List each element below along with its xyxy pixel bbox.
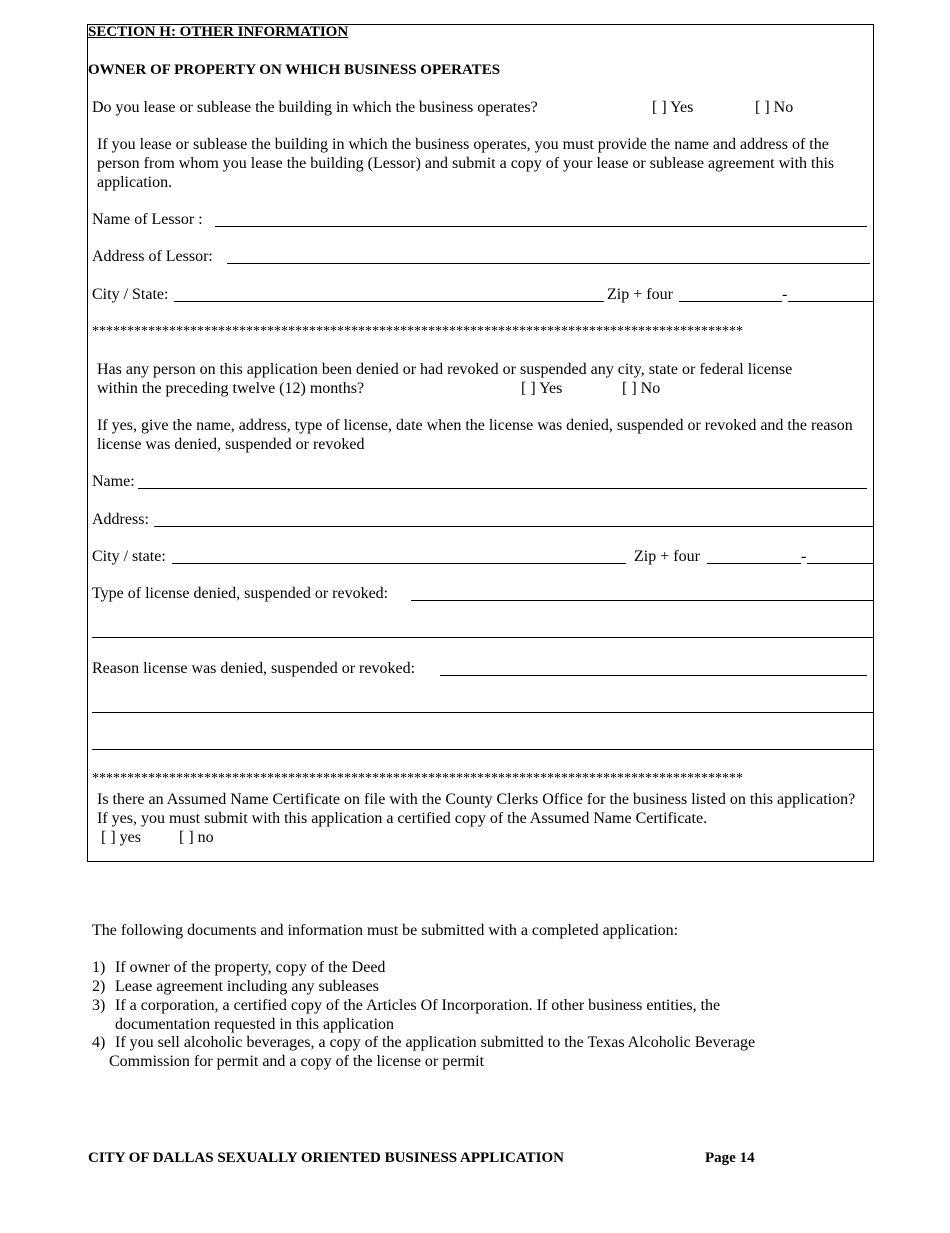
assumed-name-question: Is there an Assumed Name Certificate on file with the County Clerks Office for the business listed on this application? If yes, you must submit with this application a certified copy of the Assumed Name Certificate. xyxy=(97,791,856,827)
denied-zip-ext-field[interactable] xyxy=(807,563,873,564)
denied-question-line1: Has any person on this application been denied or had revoked or suspended any city, state or federal license xyxy=(97,361,793,378)
lessor-zip-label: Zip + four xyxy=(607,286,673,303)
license-type-label: Type of license denied, suspended or revoked: xyxy=(92,585,389,602)
denied-name-label: Name: xyxy=(92,473,135,490)
page-number: Page 14 xyxy=(705,1150,755,1166)
denied-city-label: City / state: xyxy=(92,548,166,565)
denied-city-field[interactable] xyxy=(172,563,626,564)
document-number: 3) xyxy=(92,997,106,1014)
lessor-address-label: Address of Lessor: xyxy=(92,248,213,265)
lease-question: Do you lease or sublease the building in which the business operates? xyxy=(92,99,538,116)
separator-2: ********************************************************************************************* xyxy=(92,771,743,786)
document-number: 2) xyxy=(92,978,106,995)
section-title: SECTION H: OTHER INFORMATION xyxy=(88,24,349,40)
denied-question-line2: within the preceding twelve (12) months? xyxy=(97,380,365,397)
denied-no-checkbox[interactable]: [ ] No xyxy=(622,380,661,397)
reason-field-line2[interactable] xyxy=(92,712,873,713)
reason-label: Reason license was denied, suspended or revoked: xyxy=(92,660,416,677)
document-item: If a corporation, a certified copy of the Articles Of Incorporation. If other business entities, the xyxy=(115,997,721,1014)
lease-paragraph: If you lease or sublease the building in which the business operates, you must provide the name and address of the person from whom you lease the building (Lessor) and submit a copy of your lease or sublease agreement with this application. xyxy=(97,136,835,191)
denied-zip-field[interactable] xyxy=(707,563,801,564)
denied-yes-checkbox[interactable]: [ ] Yes xyxy=(521,380,563,397)
document-number: 1) xyxy=(92,959,106,976)
separator: ********************************************************************************************* xyxy=(92,324,743,339)
document-number: 4) xyxy=(92,1034,106,1051)
document-item: Lease agreement including any subleases xyxy=(115,978,379,995)
document-item: If you sell alcoholic beverages, a copy of the application submitted to the Texas Alcoholic Beverage xyxy=(115,1034,756,1051)
documents-intro: The following documents and information must be submitted with a completed application: xyxy=(92,922,679,939)
assumed-no-checkbox[interactable]: [ ] no xyxy=(179,829,214,846)
denied-zip-label: Zip + four xyxy=(634,548,700,565)
lessor-city-field[interactable] xyxy=(174,301,604,302)
lessor-zip-ext-field[interactable] xyxy=(788,301,873,302)
denied-zip-dash: - xyxy=(801,548,807,565)
document-item-cont: Commission for permit and a copy of the license or permit xyxy=(109,1053,485,1070)
lessor-zip-dash: - xyxy=(782,286,788,303)
lease-no-checkbox[interactable]: [ ] No xyxy=(755,99,794,116)
denied-paragraph: If yes, give the name, address, type of license, date when the license was denied, suspended or revoked and the reason license was denied, suspended or revoked xyxy=(97,417,853,453)
license-type-field-line2[interactable] xyxy=(92,637,873,638)
reason-field-line3[interactable] xyxy=(92,749,873,750)
document-item: If owner of the property, copy of the Deed xyxy=(115,959,386,976)
denied-name-field[interactable] xyxy=(138,488,867,489)
assumed-yes-checkbox[interactable]: [ ] yes xyxy=(101,829,141,846)
lessor-name-field[interactable] xyxy=(215,226,867,227)
denied-address-field[interactable] xyxy=(154,526,873,527)
denied-address-label: Address: xyxy=(92,511,149,528)
lessor-address-field[interactable] xyxy=(227,263,870,264)
license-type-field[interactable] xyxy=(411,600,873,601)
document-item-cont: documentation requested in this application xyxy=(115,1016,395,1033)
lessor-city-label: City / State: xyxy=(92,286,169,303)
reason-field[interactable] xyxy=(440,675,867,676)
footer-title: CITY OF DALLAS SEXUALLY ORIENTED BUSINESS APPLICATION xyxy=(88,1150,564,1166)
owner-heading: OWNER OF PROPERTY ON WHICH BUSINESS OPERATES xyxy=(88,62,501,78)
lease-yes-checkbox[interactable]: [ ] Yes xyxy=(652,99,694,116)
lessor-zip-field[interactable] xyxy=(679,301,782,302)
lessor-name-label: Name of Lessor : xyxy=(92,211,203,228)
